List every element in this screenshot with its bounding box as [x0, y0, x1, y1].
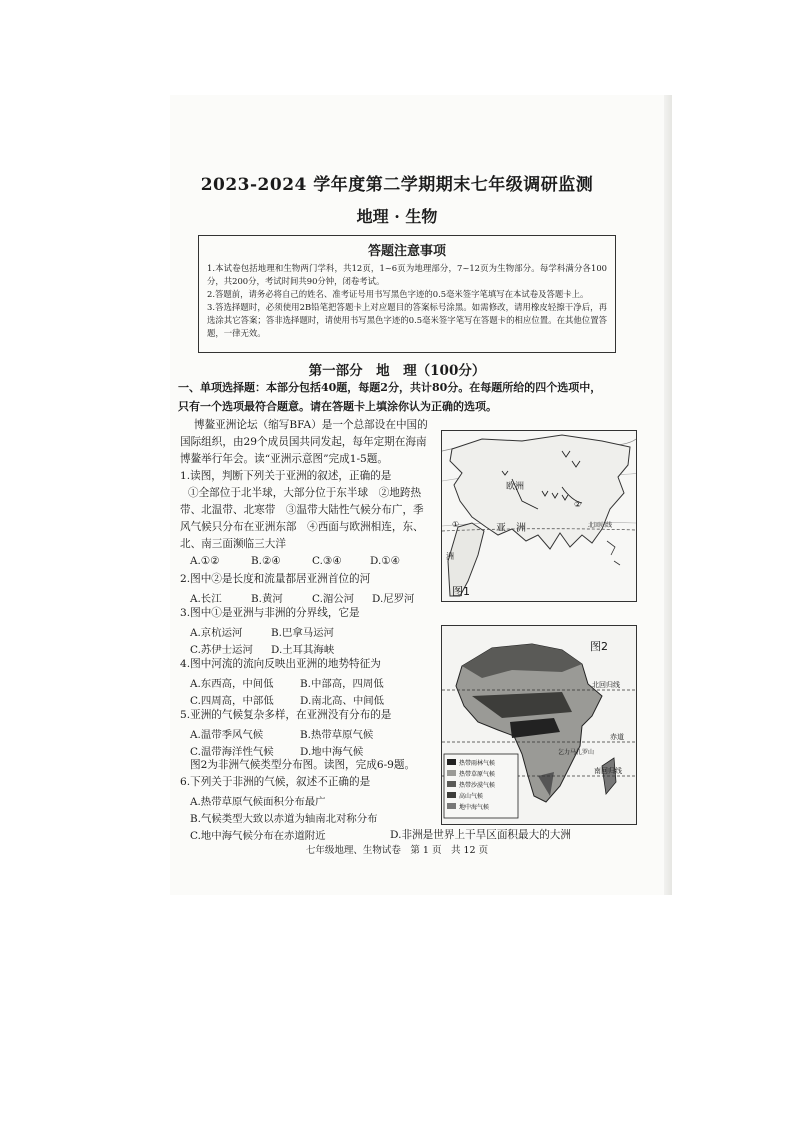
instruction-line: 只有一个选项最符合题意。请在答题卡上填涂你认为正确的选项。: [178, 400, 497, 413]
mountain-label: 乞力马扎罗山: [558, 749, 595, 756]
question-stem: 6.下列关于非洲的气候，叙述不正确的是: [180, 776, 371, 788]
asia-map: [441, 430, 637, 602]
option: B.中部高，四周低: [300, 678, 384, 690]
option: A.东西高，中间低: [190, 678, 274, 690]
tropic-south-label: 南回归线: [594, 767, 622, 775]
notice-item: 3.答选择题时，必须使用2B铅笔把答题卡上对应题目的答案标号涂黑。如需修改，请用橡皮轻擦干净后，再选涂其它答案；答非选择题时，请使用书写黑色字迹的0.5毫米签字笔写在答题卡的相应位置。在其他位置答题，一律无效。: [207, 302, 607, 338]
option: D.地中海气候: [300, 746, 364, 758]
option: D.非洲是世界上干旱区面积最大的大洲: [390, 829, 571, 841]
notice-heading: 答题注意事项: [367, 244, 446, 259]
question-line: ①全部位于北半球，大部分位于东半球 ②地跨热: [188, 487, 422, 499]
option: B.巴拿马运河: [271, 627, 334, 639]
exam-subtitle: 地理 · 生物: [356, 207, 438, 226]
question-stem: 3.图中①是亚洲与非洲的分界线，它是: [180, 607, 360, 619]
asia-map-figure: [442, 431, 636, 601]
legend-item: 地中海气候: [459, 804, 490, 811]
option: D.尼罗河: [372, 593, 415, 605]
question-stem: 2.图中②是长度和流量都居亚洲首位的河: [180, 573, 371, 585]
intro-line: 博鳌举行年会。读“亚洲示意图”完成1-5题。: [180, 453, 388, 465]
intro-line: 国际组织，由29个成员国共同发起，每年定期在海南: [180, 436, 427, 448]
legend-item: 热带草原气候: [459, 771, 496, 778]
tropic-label: 北回归线: [588, 522, 613, 529]
option: D.①④: [370, 555, 400, 567]
question-stem: 4.图中河流的流向反映出亚洲的地势特征为: [180, 658, 381, 670]
option: C.地中海气候分布在赤道附近: [190, 830, 326, 842]
option: B.热带草原气候: [300, 729, 374, 741]
question-line: 带、北温带、北寒带 ③温带大陆性气候分布广，季: [180, 504, 424, 516]
figure-label: 图1: [452, 585, 470, 598]
option: C.③④: [312, 555, 342, 567]
africa-label: 洲: [446, 552, 454, 561]
europe-label: 欧洲: [506, 482, 525, 492]
option: A.①②: [190, 555, 220, 567]
africa-climate-map: [441, 625, 637, 825]
option: B.气候类型大致以赤道为轴南北对称分布: [190, 813, 378, 825]
option: A.热带草原气候面积分布最广: [190, 796, 326, 808]
option: C.湄公河: [312, 593, 355, 605]
question-line: 风气候只分布在亚洲东部 ④西面与欧洲相连，东、: [180, 521, 424, 533]
fig2-intro: 图2为非洲气候类型分布图。读图，完成6-9题。: [190, 759, 416, 771]
option: D.土耳其海峡: [271, 644, 335, 656]
intro-line: 博鳌亚洲论坛（缩写BFA）是一个总部设在中国的: [194, 419, 428, 431]
option: C.四周高，中部低: [190, 695, 274, 707]
instruction-line: 一、单项选择题：本部分包括40题，每题2分，共计80分。在每题所给的四个选项中，: [178, 381, 602, 394]
tropic-north-label: 北回归线: [592, 681, 620, 689]
notice-item: 2.答题前，请务必将自己的姓名、准考证号用书写黑色字迹的0.5毫米签字笔填写在本试卷及答题卡上。: [207, 289, 589, 299]
asia-label: 亚 洲: [496, 523, 526, 534]
equator-label: 赤道: [610, 733, 624, 741]
question-stem: 5.亚洲的气候复杂多样，在亚洲没有分布的是: [180, 709, 392, 721]
exam-title: 2023-2024 学年度第二学期期末七年级调研监测: [200, 175, 594, 195]
option: A.长江: [190, 593, 222, 605]
section-title: 第一部分 地 理（100分）: [308, 363, 486, 379]
legend-item: 热带雨林气候: [459, 760, 496, 767]
question-line: 北、南三面濒临三大洋: [180, 538, 286, 550]
notice-box: [198, 235, 616, 353]
option: C.温带海洋性气候: [190, 746, 274, 758]
africa-map-figure: [442, 626, 636, 824]
legend-item: 热带沙漠气候: [459, 782, 496, 789]
option: B.②④: [251, 555, 281, 567]
option: A.温带季风气候: [190, 729, 264, 741]
option: B.黄河: [251, 593, 283, 605]
notice-item: 1.本试卷包括地理和生物两门学科，共12页，1~6页为地理部分，7~12页为生物部分。每学科满分各100分，共200分，考试时间共90分钟，闭卷考试。: [207, 263, 607, 286]
option: D.南北高、中间低: [300, 695, 384, 707]
legend-item: 高山气候: [459, 793, 484, 800]
marker-2: ②: [574, 500, 582, 509]
marker-1: ①: [452, 520, 460, 529]
page-footer: 七年级地理、生物试卷 第 1 页 共 12 页: [305, 845, 489, 856]
option: A.京杭运河: [190, 627, 243, 639]
option: C.苏伊士运河: [190, 644, 253, 656]
figure-label: 图2: [590, 640, 608, 653]
question-stem: 1.读图，判断下列关于亚洲的叙述，正确的是: [180, 470, 392, 482]
